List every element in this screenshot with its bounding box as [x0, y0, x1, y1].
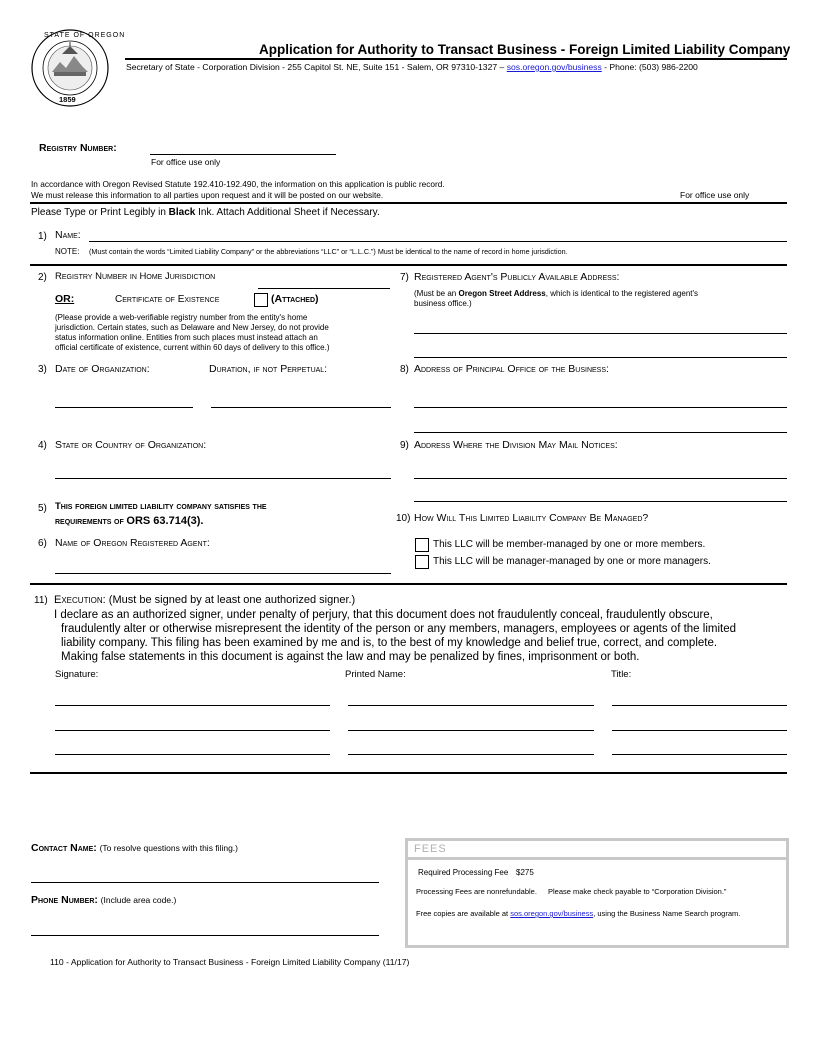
s10-member-label: This LLC will be member-managed by one or more members.: [433, 539, 706, 550]
s11-col-printed: Printed Name:: [345, 669, 406, 680]
s10-manager-checkbox[interactable]: [415, 555, 429, 569]
public-record-notice-2: We must release this information to all parties upon request and it will be posted on our website.: [31, 190, 384, 200]
phone-number-field[interactable]: [31, 935, 379, 936]
s2-registry-field[interactable]: [258, 288, 390, 289]
s1-name-field[interactable]: [89, 241, 787, 242]
s3-date-label: Date of Organization:: [55, 363, 150, 375]
s1-name-label: Name:: [55, 229, 81, 241]
fees-payable: Please make check payable to “Corporation Division.”: [548, 887, 727, 896]
s1-number: 1): [38, 231, 47, 242]
s10-rule: [30, 583, 787, 585]
fees-required-label: Required Processing Fee: [418, 868, 509, 877]
fees-free-link[interactable]: sos.oregon.gov/business: [510, 909, 594, 918]
s6-number: 6): [38, 538, 47, 549]
s10-number: 10): [396, 513, 411, 524]
s2-cert-checkbox[interactable]: [254, 293, 268, 307]
instructions-a: Please Type or Print Legibly in: [31, 207, 169, 218]
s11-label-note: (Must be signed by at least one authorized signer.): [108, 594, 356, 606]
phone-number-note: (Include area code.): [100, 895, 177, 905]
public-record-notice-1: In accordance with Oregon Revised Statute 192.410-192.490, the information on this application is public record.: [31, 179, 445, 189]
s8-number: 8): [400, 364, 409, 375]
agency-address-text: Secretary of State - Corporation Division - 255 Capitol St. NE, Suite 151 - Salem, OR 97310-1327 –: [126, 62, 507, 72]
s7-field-1[interactable]: [414, 333, 787, 334]
s2-para-1: (Please provide a web-verifiable registry number from the entity's home: [55, 313, 308, 322]
s6-label: Name of Oregon Registered Agent:: [55, 537, 210, 549]
s1-note-text: (Must contain the words “Limited Liability Company” or the abbreviations “LLC” or “L.L.C.”) Must be identical to the name of record in home jurisdiction.: [89, 247, 568, 256]
s10-label: How Will This Limited Liability Company Be Managed?: [414, 512, 649, 524]
registry-number-field[interactable]: [150, 154, 336, 155]
s11-col-signature: Signature:: [55, 669, 99, 680]
s2-attached: (Attached): [271, 293, 319, 305]
s9-label: Address Where the Division May Mail Notices:: [414, 439, 618, 451]
signature-field-2[interactable]: [55, 730, 330, 731]
s5-ors: ORS 63.714(3).: [126, 515, 204, 527]
s10-member-checkbox[interactable]: [415, 538, 429, 552]
fees-box: [405, 838, 789, 948]
contact-name-note: (To resolve questions with this filing.): [99, 843, 238, 853]
s10-manager-label: This LLC will be manager-managed by one or more managers.: [433, 556, 711, 567]
page-title: Application for Authority to Transact Business - Foreign Limited Liability Company: [259, 42, 791, 57]
s2-cert-label: Certificate of Existence: [115, 294, 220, 305]
s2-label: Registry Number in Home Jurisdiction: [55, 271, 216, 282]
s2-para-4: official certificate of existence, current within 60 days of delivery to this office.): [55, 343, 330, 352]
s8-field-2[interactable]: [414, 432, 787, 433]
s3-duration-label: Duration, if not Perpetual:: [209, 363, 328, 375]
title-rule: [125, 58, 787, 60]
fees-free-a: Free copies are available at: [416, 909, 511, 918]
s2-para-3: status information online. Entities from such places must instead attach an: [55, 333, 318, 342]
agency-phone: - Phone: (503) 986-2200: [601, 62, 698, 72]
s3-duration-field[interactable]: [211, 407, 391, 408]
s7-number: 7): [400, 272, 409, 283]
form-footer: 110 - Application for Authority to Transact Business - Foreign Limited Liability Company (11/17): [50, 957, 410, 967]
office-use-label: For office use only: [680, 190, 750, 200]
s2-number: 2): [38, 272, 47, 283]
s6-field[interactable]: [55, 573, 391, 574]
s7-label: Registered Agent's Publicly Available Address:: [414, 271, 620, 283]
s5-line1: This foreign limited liability company satisfies the: [55, 501, 267, 512]
title-field-1[interactable]: [612, 705, 787, 706]
instructions-black: Black: [168, 207, 196, 218]
s7-note-1: [414, 289, 698, 298]
notice-rule: [30, 202, 787, 204]
instructions-c: Ink. Attach Additional Sheet if Necessary.: [195, 207, 380, 218]
s7-note-2: business office.): [414, 299, 472, 308]
s11-col-title: Title:: [611, 669, 632, 680]
agency-website-link[interactable]: sos.oregon.gov/business: [506, 62, 602, 72]
title-field-3[interactable]: [612, 754, 787, 755]
contact-name-field[interactable]: [31, 882, 379, 883]
phone-heading: [31, 894, 176, 907]
contact-heading: [31, 842, 238, 855]
s11-declaration-4: Making false statements in this document is against the law and may be penalized by fines, imprisonment or both.: [61, 651, 640, 663]
phone-number-label: Phone Number:: [31, 894, 98, 906]
s9-number: 9): [400, 440, 409, 451]
registry-office-use: For office use only: [151, 157, 221, 167]
fees-required-value: $275: [516, 868, 534, 877]
signature-field-1[interactable]: [55, 705, 330, 706]
registry-number-label: Registry Number:: [39, 142, 117, 154]
s5-line2: [55, 515, 203, 528]
fees-title-bar: [408, 841, 786, 860]
s7-field-2[interactable]: [414, 357, 787, 358]
instructions: [31, 207, 380, 219]
s4-label: State or Country of Organization:: [55, 439, 207, 451]
s8-label: Address of Principal Office of the Business:: [414, 363, 609, 375]
printed-name-field-2[interactable]: [348, 730, 594, 731]
s11-number: 11): [34, 595, 48, 606]
s2-or: OR:: [55, 293, 75, 305]
s7-note-a: (Must be an: [414, 289, 459, 298]
s11-declaration-1: I declare as an authorized signer, under penalty of perjury, that this document does not fraudulently conceal, fraudulently obscure,: [54, 609, 713, 621]
s11-rule: [30, 772, 787, 774]
s4-field[interactable]: [55, 478, 391, 479]
fees-title: FEES: [414, 843, 447, 855]
s8-field-1[interactable]: [414, 407, 787, 408]
s9-field-1[interactable]: [414, 478, 787, 479]
s7-note-c: , which is identical to the registered agent's: [545, 289, 699, 298]
printed-name-field-3[interactable]: [348, 754, 594, 755]
fees-free-copies: [416, 910, 740, 919]
s2-para-2: jurisdiction. Certain states, such as Delaware and New Jersey, do not provide: [55, 323, 329, 332]
s3-date-field[interactable]: [55, 407, 193, 408]
state-seal: [30, 28, 126, 108]
s3-number: 3): [38, 364, 47, 375]
agency-address: [126, 63, 698, 73]
s1-rule: [30, 264, 787, 266]
contact-name-label: Contact Name:: [31, 842, 97, 854]
seal-year: 1859: [59, 95, 76, 104]
s1-note-label: NOTE:: [55, 247, 80, 256]
s11-declaration-2: fraudulently alter or otherwise misrepresent the identity of the person or any members, managers, employees or agents of the limited: [61, 623, 737, 635]
printed-name-field-1[interactable]: [348, 705, 594, 706]
s11-label: Execution:: [54, 594, 106, 606]
s9-field-2[interactable]: [414, 501, 787, 502]
s11-declaration-3: liability company. This filing has been examined by me and is, to the best of my knowledge and belief true, correct, and complete.: [61, 637, 718, 649]
fees-free-c: , using the Business Name Search program.: [593, 909, 741, 918]
s11-heading: [54, 594, 355, 607]
seal-top-text: STATE OF OREGON: [44, 32, 126, 39]
s4-number: 4): [38, 440, 47, 451]
title-field-2[interactable]: [612, 730, 787, 731]
fees-nonrefundable: Processing Fees are nonrefundable.: [416, 887, 537, 896]
s7-note-b: Oregon Street Address: [458, 289, 546, 298]
s5-line2-a: requirements of: [55, 516, 127, 527]
s5-number: 5): [38, 503, 47, 514]
signature-field-3[interactable]: [55, 754, 330, 755]
